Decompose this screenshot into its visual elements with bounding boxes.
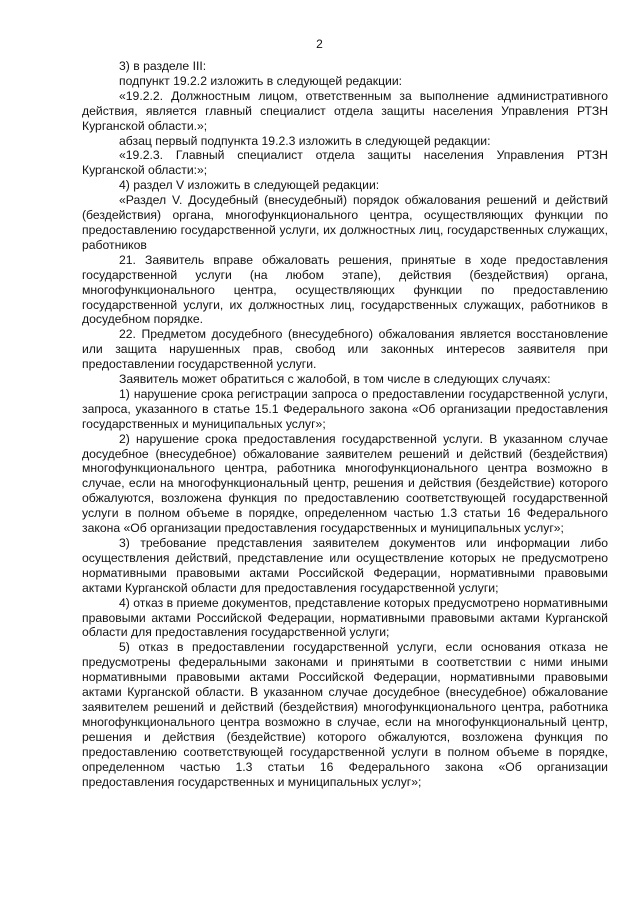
paragraph-subpoint-19-2-3-text: «19.2.3. Главный специалист отдела защиты населения Управления РТЗН Курганской области:»; bbox=[82, 148, 608, 178]
paragraph-item-22: 22. Предметом досудебного (внесудебного) обжалования является восстановление или защита нарушенных прав, свобод или законных интересов заявителя при предоставлении государственной услуги. bbox=[82, 327, 608, 372]
paragraph-subpoint-19-2-2-intro: подпункт 19.2.2 изложить в следующей редакции: bbox=[119, 73, 403, 88]
paragraph-case-4: 4) отказ в приеме документов, представление которых предусмотрено нормативными правовыми актами Российской Федерации, нормативными правовыми актами Курганской области для предоставления государственной услуги; bbox=[82, 595, 608, 640]
paragraph-complaint-cases-intro: Заявитель может обратиться с жалобой, в том числе в следующих случаях: bbox=[119, 372, 551, 387]
paragraph-case-1: 1) нарушение срока регистрации запроса о предоставлении государственной услуги, запроса, указанного в статье 15.1 Федерального закона «Об организации предоставления государственных и муниципальных услуг»; bbox=[82, 386, 608, 431]
paragraph-item-21: 21. Заявитель вправе обжаловать решения, принятые в ходе предоставления государственной услуги (на любом этапе), действия (бездействия) органа, многофункционального центра, осуществляющих функции по предоставлению государственной услуги, их должностных лиц, государственных служащих, работников в досудебном порядке. bbox=[82, 252, 608, 327]
page-number: 2 bbox=[316, 37, 323, 51]
paragraph-case-2: 2) нарушение срока предоставления государственной услуги. В указанном случае досудебное (внесудебное) обжалование заявителем решений и действий (бездействия) многофункционального центра, работника многофункционального центра возможно в случае, если на многофункциональный центр, решения и действия (бездействие) которого обжалуются, возложена функция по предоставлению соответствующей государственной услуги в полном объеме в порядке, определенном частью 1.3 статьи 16 Федерального закона «Об организации предоставления государственных и муниципальных услуг»; bbox=[82, 431, 608, 536]
paragraph-subpoint-19-2-3-intro: абзац первый подпункта 19.2.3 изложить в следующей редакции: bbox=[119, 133, 491, 148]
paragraph-case-5: 5) отказ в предоставлении государственной услуги, если основания отказа не предусмотрены федеральными законами и принятыми в соответствии с ними иными нормативными правовыми актами Российской Федерации, нормативными правовыми актами Курганской области. В указанном случае досудебное (внесудебное) обжалование заявителем решений и действий (бездействия) многофункционального центра, работника многофункционального центра возможно в случае, если на многофункциональный центр, решения и действия (бездействие) которого обжалуются, возложена функция по предоставлению соответствующей государственной услуги в полном объеме в порядке, определенном частью 1.3 статьи 16 Федерального закона «Об организации предоставления государственных и муниципальных услуг»; bbox=[82, 640, 608, 789]
document-body bbox=[82, 59, 608, 789]
paragraph-section-3: 3) в разделе III: bbox=[119, 59, 207, 73]
paragraph-section-5-title: «Раздел V. Досудебный (внесудебный) порядок обжалования решений и действий (бездействия) органа, многофункционального центра, осуществляющих функции по предоставлению государственной услуги, их должностных лиц, государственных служащих, работников bbox=[82, 193, 608, 252]
paragraph-subpoint-19-2-2-text: «19.2.2. Должностным лицом, ответственным за выполнение административного действия, является главный специалист отдела защиты населения Управления РТЗН Курганской области.»; bbox=[82, 88, 608, 133]
paragraph-case-3: 3) требование представления заявителем документов или информации либо осуществления действий, представление или осуществление которых не предусмотрено нормативными правовыми актами Российской Федерации, нормативными правовыми актами Курганской области для предоставления государственной услуги; bbox=[82, 536, 608, 595]
paragraph-section-5-intro: 4) раздел V изложить в следующей редакции: bbox=[119, 178, 380, 193]
